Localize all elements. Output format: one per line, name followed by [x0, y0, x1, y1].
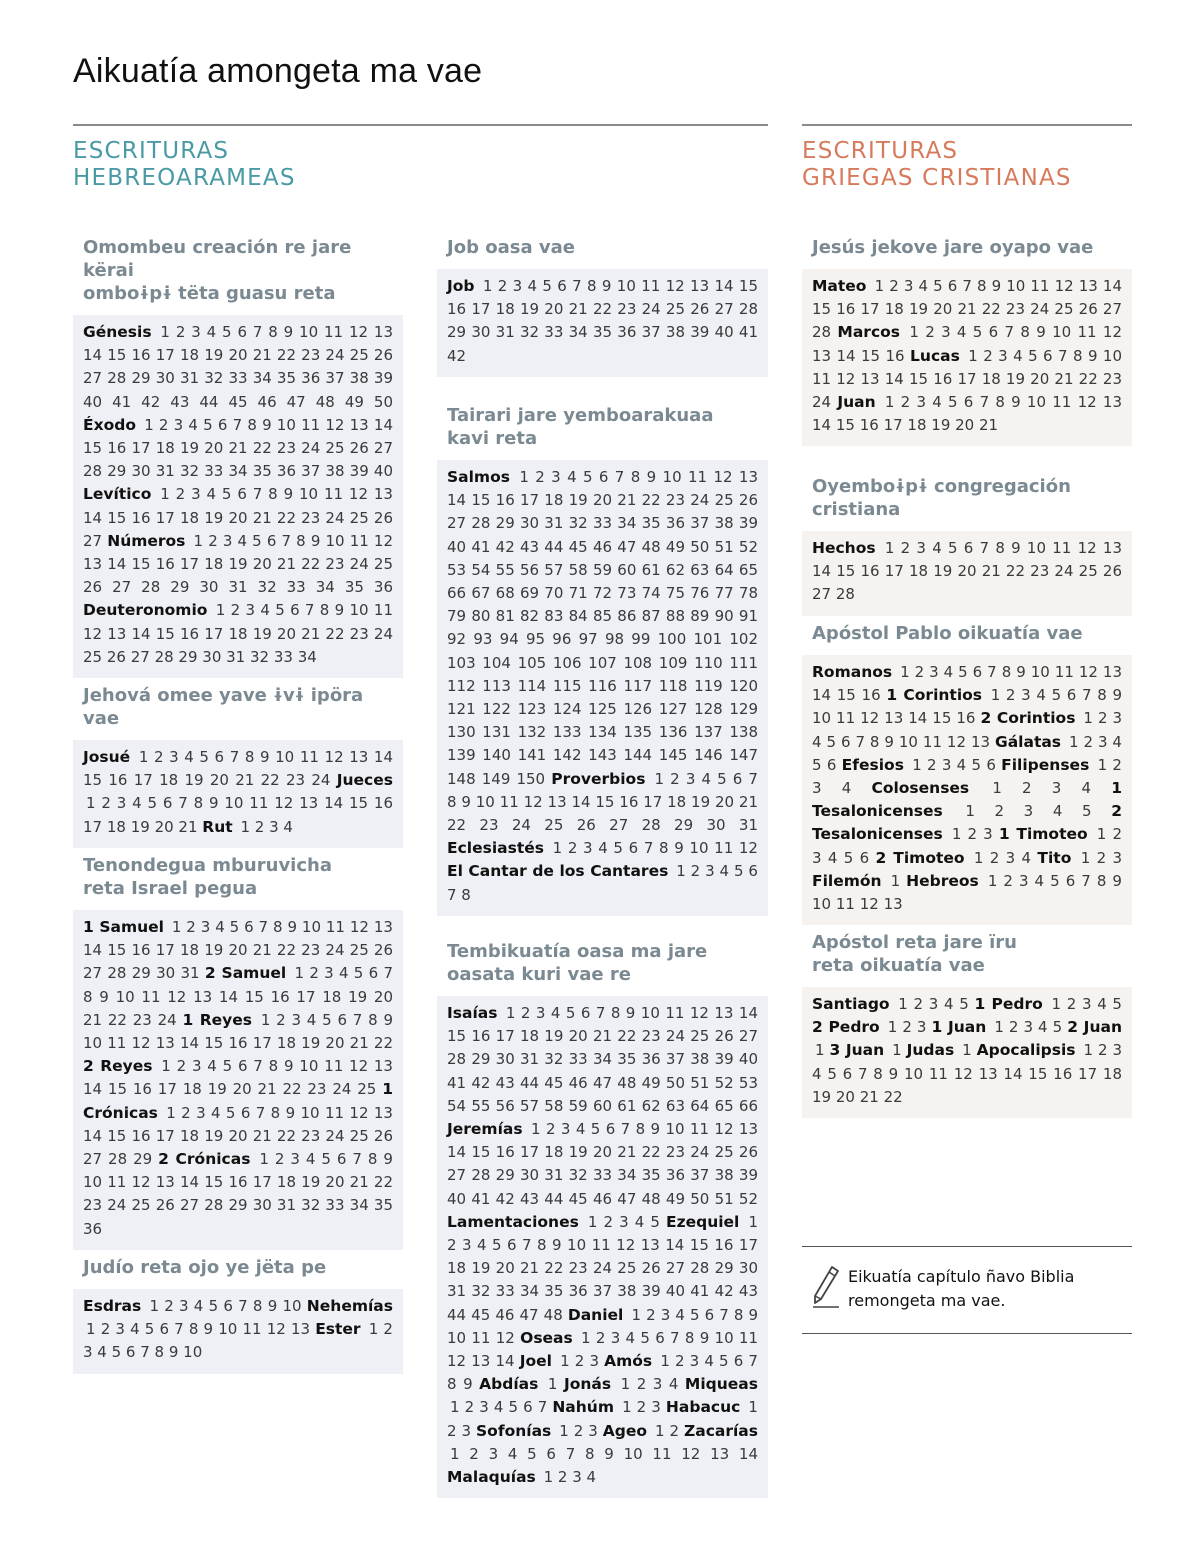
chapter-numbers: 1 2 3 4 5 6 7 8 9 10 11 12 13 14 15 16: [812, 323, 1122, 365]
chapter-numbers: 1 2 3 4: [240, 817, 293, 836]
chapter-numbers: 1 2 3 4: [812, 755, 1122, 798]
chapter-numbers: 1 2 3 4 5 6 7 8 9 10 11 12 13 14 15 16 17 18 19 20 21 22 23 24: [83, 748, 393, 790]
book-entry: [812, 872, 900, 890]
book-name: Amós: [604, 1352, 653, 1371]
book-name: 1 Corintios: [886, 686, 983, 705]
chapter-numbers: 1 2 3 4 5 6 7 8 9 10 11 12 13 14: [447, 1328, 758, 1371]
book-name: Jeremías: [447, 1120, 523, 1139]
book-entry: [876, 849, 1032, 867]
book-entry: [447, 839, 758, 857]
group-title-line: reta oikuatía vae: [812, 955, 985, 976]
chapter-numbers: 1 2 3 4 5: [994, 1018, 1063, 1037]
chapter-numbers: 1: [962, 1041, 972, 1060]
chapter-numbers: 1 2 3: [447, 1398, 758, 1440]
chapter-numbers: 1 2 3 4 5 6 7 8 9 10 11 12 13 14 15 16: [812, 663, 1122, 705]
chapter-numbers: 1: [547, 1375, 558, 1394]
group-title-line: Judío reta ojo ye jëta pe: [83, 1257, 327, 1278]
chapter-box: [437, 996, 768, 1498]
group-poetry: [437, 404, 768, 916]
book-name: 1 Juan: [931, 1018, 987, 1037]
note-line: remongeta ma vae.: [848, 1291, 1006, 1310]
book-name: Isaías: [447, 1004, 498, 1022]
group-title: [83, 236, 403, 305]
chapter-numbers: 1 2 3 4 5 6 7 8 9 10 11 12 13 14 15 16 17 18 19 20 21: [812, 393, 1122, 435]
page-title: Aikuatía amongeta ma vae: [73, 52, 483, 90]
book-name: Lamentaciones: [447, 1212, 579, 1231]
chapter-numbers: 1 2 3 4 5 6 7 8 9 10 11 12 13 14 15 16 17 18 19 20 21 22 23 24 25 26 27 28 29 30 31 32 33 34 35 36 37 38 39 40 41 42 43 44 45 46 47 48 49 50: [83, 323, 393, 411]
book-name: Zacarías: [684, 1421, 758, 1440]
book-name: Levítico: [83, 485, 152, 504]
book-name: Nehemías: [306, 1297, 393, 1315]
book-name: Judas: [906, 1041, 955, 1060]
chapter-numbers: 1 2 3 4 5 6 7 8 9: [447, 1352, 758, 1394]
chapter-numbers: 1 2 3 4 5 6 7 8: [447, 862, 758, 904]
chapter-numbers: 1 2 3 4 5 6 7 8 9 10 11 12 13: [86, 1320, 311, 1339]
chapter-numbers: 1 2 3 4 5: [898, 995, 969, 1013]
note-line: Eikuatía capítulo ñavo Biblia: [848, 1267, 1075, 1286]
chapter-numbers: 1 2 3 4 5 6: [812, 825, 1122, 867]
chapter-numbers: 1 2 3 4 5 6 7 8 9 10 11 12 13 14 15 16 17 18 19 20 21 22 23 24: [812, 346, 1122, 412]
book-name: El Cantar de los Cantares: [447, 862, 669, 881]
book-entry: [83, 416, 393, 480]
book-entry: [83, 1057, 393, 1098]
chapter-box: [437, 460, 768, 916]
chapter-box: [73, 740, 403, 848]
chapter-numbers: 1 2 3 4 5 6 7 8 9 10 11 12 13: [812, 709, 1122, 751]
chapter-numbers: 1 2 3: [622, 1398, 661, 1417]
book-name: Esdras: [83, 1297, 142, 1315]
chapter-numbers: 1 2 3 4 5 6 7 8 9 10 11 12 13 14 15 16 17 18 19 20 21 22 23 24 25 26 27 28 29 30 31: [447, 769, 758, 835]
chapter-numbers: 1 2 3 4: [543, 1468, 597, 1487]
book-name: Sofonías: [476, 1421, 552, 1440]
book-name: Hechos: [812, 539, 876, 557]
group-title: [447, 404, 768, 450]
group-title-line: Apóstol reta jare ïru: [812, 932, 1017, 953]
book-name: Jueces: [336, 771, 393, 790]
book-entry: [603, 1422, 679, 1440]
book-entry: [1037, 849, 1122, 867]
book-name: Juan: [837, 393, 876, 412]
chapter-numbers: 1 2 3 4 5 6 7 8 9 10 11 12 13 14 15 16 17 18 19 20 21 22 23 24 25 26 27 28 29 30 31 32 33 34 35 36 37 38 39 40 41 42 43 44 45 46 47 48: [447, 1212, 758, 1324]
book-name: Proverbios: [551, 769, 646, 788]
chapter-numbers: 1 2 3 4 5 6 7 8 9 10: [83, 1320, 393, 1362]
book-name: 1 Samuel: [83, 918, 164, 936]
book-name: Ester: [315, 1320, 361, 1339]
pencil-icon: [812, 1265, 840, 1309]
chapter-numbers: 1 2 3 4 5 6 7 8 9 10 11 12 13 14 15 16 17 18 19 20 21 22 23 24 25 26 27 28 29 30 31 32 33 34 35 36 37 38 39 40 41 42 43 44 45 46 47 48 49 50 51 52 53 54 55 56 57 58 59 60 61 62 63 64 65 66: [447, 1004, 758, 1115]
chapter-numbers: 1 2: [654, 1421, 680, 1440]
book-name: 2 Tesalonicenses: [812, 802, 1122, 844]
book-name: Oseas: [520, 1328, 573, 1347]
chapter-box: [802, 531, 1132, 616]
chapter-numbers: 1 2 3 4 5 6 7 8 9 10 11 12 13 14 15 16 17 18 19 20 21 22 23 24 25 26 27 28 29 30 31 32 33 34: [83, 601, 393, 666]
section-heading-hebrew: [73, 138, 296, 192]
group-paul: [802, 622, 1132, 925]
group-kings: [73, 854, 403, 1250]
group-title-line: Tembikuatía oasa ma jare: [447, 941, 708, 962]
book-name: Ageo: [602, 1421, 648, 1440]
book-name: 3 Juan: [829, 1041, 885, 1060]
chapter-numbers: 1 2 3: [560, 1352, 599, 1371]
group-title-line: Jehová omee yave ɨvɨ ipöra vae: [83, 685, 364, 729]
group-title: [83, 854, 403, 900]
book-entry: [812, 1018, 926, 1036]
chapter-numbers: 1 2 3 4 5 6: [912, 755, 996, 774]
chapter-box: [73, 910, 403, 1250]
book-name: Jonás: [563, 1375, 612, 1394]
chapter-numbers: 1: [890, 871, 901, 890]
chapter-box: [73, 1289, 403, 1374]
chapter-numbers: 1 2 3 4 5: [1051, 995, 1122, 1013]
chapter-numbers: 1 2 3 4 5 6 7 8 9 10 11 12 13 14 15 16 17 18 19 20 21 22: [83, 1010, 393, 1053]
chapter-numbers: 1 2 3 4 5 6 7 8 9 10 11 12 13 14 15 16 17 18 19 20 21 22 23 24 25 26 27 28 29 30 31 32 33 34 35 36 37 38 39 40: [83, 415, 393, 481]
book-entry: [83, 532, 393, 596]
chapter-numbers: 1 2 3 4 5 6 7: [450, 1398, 548, 1417]
group-title-line: reta Israel pegua: [83, 878, 258, 899]
book-name: Colosenses: [871, 779, 970, 798]
group-title-line: Jesús jekove jare oyapo vae: [812, 237, 1094, 258]
section-heading-line: ESCRITURAS: [73, 138, 230, 164]
chapter-box: [802, 655, 1132, 925]
book-name: Josué: [83, 748, 131, 766]
chapter-numbers: 1 2 3 4 5 6 7 8 9 10 11 12 13 14 15 16 17 18 19 20 21 22 23 24 25 26 27 28 29 30 31 32 33 34 35 36 37 38 39 40 41 42 43 44 45 46 47 48 49 50 51 52: [447, 1120, 758, 1208]
group-title-line: omboɨpɨ tëta guasu reta: [83, 283, 336, 304]
book-entry: [83, 1297, 302, 1315]
section-heading-greek: [802, 138, 1072, 192]
book-entry: [479, 1375, 557, 1393]
group-jews: [73, 1256, 403, 1374]
chapter-numbers: 1 2 3 4 5 6 7 8 9 10 11 12 13 14 15 16 17 18 19 20 21 22 23 24 25 26 27 28: [812, 277, 1122, 342]
book-entry: [447, 1004, 758, 1115]
book-name: Malaquías: [447, 1468, 536, 1487]
book-entry: [812, 393, 1122, 434]
section-heading-line: HEBREOARAMEAS: [73, 165, 296, 191]
book-entry: [447, 1213, 660, 1231]
chapter-numbers: 1 2 3: [951, 825, 993, 844]
group-title-line: Tenondegua mburuvicha: [83, 855, 332, 876]
group-title: [812, 622, 1132, 645]
book-entry: [974, 995, 1122, 1013]
book-name: 2 Crónicas: [158, 1150, 251, 1169]
chapter-numbers: 1 2 3 4 5 6 7 8 9 10 11 12 13 14 15 16 17 18 19 20 21: [83, 794, 393, 836]
book-entry: [447, 277, 758, 365]
chapter-box: [73, 315, 403, 678]
book-name: 1 Tesalonicenses: [812, 779, 1122, 821]
chapter-numbers: 1 2 3 4 5 6 7 8 9 10 11 12 13 14 15 16 17 18 19 20 21 22 23 24 25 26 27 28 29: [83, 1103, 393, 1169]
book-name: 1 Crónicas: [83, 1080, 393, 1122]
chapter-numbers: 1 2 3 4: [620, 1375, 679, 1394]
chapter-numbers: 1 2 3 4 5 6 7 8 9 10 11 12 13 14 15 16 17 18 19 20 21 22 23 24 25 26 27 28 29 30 31 32 33 34 35 36: [83, 1150, 393, 1238]
chapter-box: [802, 269, 1132, 446]
book-entry: [812, 995, 969, 1013]
book-name: 1 Pedro: [974, 995, 1043, 1013]
group-title-line: Tairari jare yemboarakuaa: [447, 405, 714, 426]
book-name: Marcos: [837, 323, 901, 342]
book-entry: [932, 1018, 1063, 1036]
chapter-numbers: 1 2 3 4 5 6 7 8 9 10 11 12 13 14 15 16 17 18 19 20 21 22 23 24 25 26 27 28 29 30 31 32 33 34 35 36 37 38 39 40 41 42 43 44 45 46 47 48 49 50 51 52 53 54 55 56 57 58 59 60 61 62 63 64 65 66 67 68 69 70 71 72 73 74 75 76 77 78 79 80 81 82 83 84 85 86 87 88 89 90 91 92 93 94 95 96 97 98 99 100 101 102 103 104 105 106 107 108 109 110 111 112 113 114 115 116 117 118 119 120 121 122 123 124 125 126 127 128 129 130 131 132 133 134 135 136 137 138 139 140 141 142 143 144 145 146 147 148 149 150: [447, 468, 758, 788]
group-title-line: oasata kuri vae re: [447, 964, 631, 985]
group-title-line: Job oasa vae: [447, 237, 575, 258]
book-name: 2 Timoteo: [875, 848, 965, 867]
chapter-numbers: 1 2 3 4 5 6 7 8 9 10 11 12 13 14 15 16 17 18 19 20 21 22 23 24 25 26 27: [83, 485, 393, 550]
book-name: Salmos: [447, 468, 510, 486]
chapter-numbers: 1 2 3 4 5 6 7 8 9 10 11 12 13 14 15 16 17 18 19 20 21 22 23 24 25: [83, 1057, 393, 1099]
book-name: Joel: [519, 1352, 552, 1371]
chapter-numbers: 1 2 3 4 5 6 7 8 9 10: [149, 1297, 302, 1315]
chapter-numbers: 1 2 3 4: [973, 848, 1032, 867]
book-entry: [520, 1352, 599, 1370]
book-name: Ezequiel: [665, 1212, 740, 1231]
book-entry: [447, 1468, 596, 1486]
book-entry: [476, 1422, 598, 1440]
book-entry: [907, 1041, 972, 1059]
book-entry: [552, 1398, 661, 1416]
book-entry: [83, 601, 393, 665]
group-job: [437, 236, 768, 377]
group-title-line: cristiana: [812, 499, 901, 520]
group-title: [812, 475, 1132, 521]
group-title: [83, 684, 403, 730]
group-title: [447, 236, 768, 259]
book-name: Lucas: [910, 346, 960, 365]
chapter-numbers: 1: [815, 1041, 825, 1060]
book-name: Tito: [1037, 848, 1072, 867]
divider-hebrew: [73, 124, 768, 126]
book-name: Apocalipsis: [976, 1041, 1076, 1060]
chapter-numbers: 1 2 3 4 5 6 7 8 9 10 11 12 13 14 15 16 17 18 19 20 21 22 23 24: [83, 964, 393, 1029]
group-title-line: kavi reta: [447, 428, 538, 449]
chapter-numbers: 1 2 3: [887, 1018, 927, 1037]
book-name: Deuteronomio: [83, 601, 208, 620]
book-entry: [202, 818, 293, 836]
group-title: [83, 1256, 403, 1279]
book-entry: [871, 779, 1091, 797]
note-text: [848, 1265, 1074, 1313]
chapter-numbers: 1 2 3 4 5 6 7 8 9 10 11 12 13 14 15 16: [812, 686, 1122, 728]
book-name: 2 Reyes: [83, 1057, 153, 1076]
book-name: Gálatas: [994, 732, 1062, 751]
book-entry: [447, 468, 758, 788]
book-name: Romanos: [812, 663, 893, 681]
chapter-numbers: 1 2 3 4 5 6 7 8 9 10 11 12 13 14 15 16 17 18 19 20 21 22: [812, 1041, 1122, 1106]
book-name: Génesis: [83, 323, 152, 341]
book-entry: [830, 1041, 902, 1059]
chapter-numbers: 1 2 3: [559, 1421, 598, 1440]
book-name: 2 Juan: [1067, 1018, 1122, 1037]
chapter-numbers: 1 2 3 4 5 6 7 8 9 10 11 12 13 14 15 16 17 18 19 20 21 22 23 24 25 26 27 28 29 30 31: [83, 918, 393, 983]
chapter-box: [437, 269, 768, 377]
book-name: Job: [447, 277, 475, 295]
book-name: Mateo: [812, 277, 867, 295]
group-prophets: [437, 940, 768, 1498]
book-entry: [83, 323, 393, 411]
chapter-numbers: 1 2 3 4 5 6 7 8 9 10 11 12 13: [812, 871, 1122, 914]
chapter-box: [802, 987, 1132, 1118]
book-name: 2 Pedro: [812, 1018, 880, 1037]
book-name: Hebreos: [906, 871, 979, 890]
book-name: 1 Timoteo: [998, 825, 1088, 844]
reading-note: [802, 1246, 1132, 1334]
book-entry: [447, 862, 758, 903]
group-title: [812, 236, 1132, 259]
chapter-numbers: 1 2 3 4: [992, 779, 1092, 798]
book-name: Daniel: [567, 1305, 624, 1324]
book-name: Efesios: [841, 755, 904, 774]
book-name: Eclesiastés: [447, 839, 544, 858]
chapter-numbers: 1 2 3 4 5 6 7 8 9 10 11 12 13 14 15 16 17 18 19 20 21 22 23 24 25 26 27 28 29 30 31 32 33 34 35 36 37 38 39 40 41 42: [447, 277, 758, 365]
chapter-numbers: 1 2 3 4 5 6 7 8 9 10 11 12 13 14: [450, 1444, 758, 1463]
book-name: Éxodo: [83, 415, 136, 434]
chapter-numbers: 1 2 3 4 5 6 7 8 9 10 11 12 13 14 15 16 17 18 19 20 21 22 23 24 25 26 27 28: [812, 539, 1122, 604]
book-entry: [564, 1375, 678, 1393]
chapter-numbers: 1 2 3 4 5 6 7 8 9 10 11 12 13 14 15 16 17 18 19 20 21 22 23 24 25 26 27 28 29 30 31 32 33 34 35 36: [83, 531, 393, 597]
chapter-numbers: 1 2 3: [1080, 848, 1123, 867]
book-name: Abdías: [479, 1375, 539, 1394]
chapter-numbers: 1: [892, 1041, 902, 1060]
group-title-line: Oyemboɨpɨ congregación: [812, 476, 1071, 497]
group-title: [812, 931, 1132, 977]
section-heading-line: GRIEGAS CRISTIANAS: [802, 165, 1072, 191]
book-name: Nahúm: [552, 1398, 614, 1417]
group-creation: [73, 236, 403, 678]
book-name: Filemón: [812, 871, 882, 890]
group-jesus: [802, 236, 1132, 446]
book-entry: [842, 756, 996, 774]
divider-greek: [802, 124, 1132, 126]
book-name: Filipenses: [1001, 755, 1090, 774]
book-entry: [812, 539, 1122, 603]
chapter-numbers: 1 2 3 4 5 6 7 8 9 10 11 12: [447, 1305, 758, 1347]
book-name: Números: [107, 531, 186, 550]
book-entry: [447, 1120, 758, 1208]
book-name: Habacuc: [665, 1398, 741, 1417]
group-title: [447, 940, 768, 986]
chapter-numbers: 1 2 3 4 5 6: [812, 732, 1122, 774]
book-name: 2 Corintios: [980, 709, 1076, 728]
group-congregation: [802, 475, 1132, 616]
group-jehovah: [73, 684, 403, 848]
group-title-line: Omombeu creación re jare kërai: [83, 237, 352, 281]
book-name: Santiago: [812, 995, 890, 1013]
chapter-numbers: 1 2 3 4 5: [965, 802, 1092, 821]
section-heading-line: ESCRITURAS: [802, 138, 959, 164]
chapter-numbers: 1 2 3 4 5: [587, 1212, 660, 1231]
book-name: 1 Reyes: [182, 1010, 253, 1029]
chapter-numbers: 1 2 3 4 5 6 7 8 9 10 11 12: [552, 839, 758, 858]
group-apostles: [802, 931, 1132, 1118]
group-title-line: Apóstol Pablo oikuatía vae: [812, 623, 1083, 644]
book-name: Rut: [202, 817, 233, 836]
book-name: Miqueas: [684, 1375, 758, 1394]
book-name: 2 Samuel: [204, 964, 287, 983]
